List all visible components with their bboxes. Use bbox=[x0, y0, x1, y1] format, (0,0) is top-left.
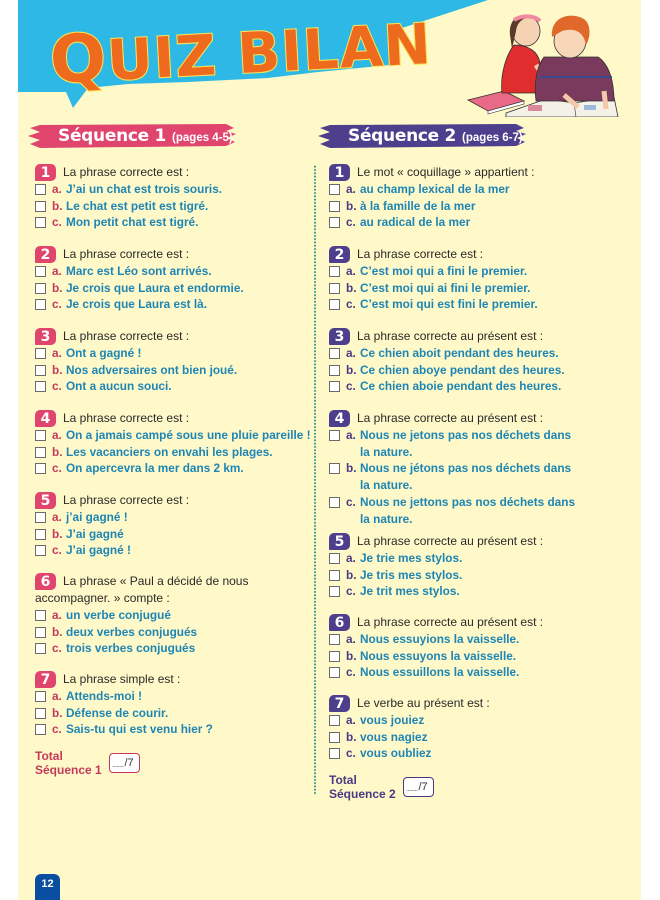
checkbox[interactable] bbox=[329, 497, 340, 508]
checkbox[interactable] bbox=[329, 553, 340, 564]
total-label: Total Séquence 2 bbox=[329, 773, 396, 801]
option-c[interactable]: c. Nous ne jettons pas nos déchets dans la nature. bbox=[329, 494, 619, 527]
question-prompt: La phrase correcte est : bbox=[63, 247, 190, 261]
workbook-page bbox=[18, 0, 641, 900]
option-a[interactable]: a. Nous essuyions la vaisselle. bbox=[329, 631, 619, 648]
children-reading-illustration bbox=[466, 5, 626, 117]
option-c[interactable]: c. Nous essuillons la vaisselle. bbox=[329, 664, 619, 681]
question-6 bbox=[329, 614, 619, 681]
option-a[interactable]: a. Je trie mes stylos. bbox=[329, 550, 619, 567]
option-a[interactable]: a. Nous ne jetons pas nos déchets dans la nature. bbox=[329, 427, 619, 460]
question-7 bbox=[35, 671, 325, 738]
question-6 bbox=[35, 573, 325, 657]
question-3 bbox=[35, 328, 325, 395]
question-prompt: La phrase correcte est : bbox=[357, 247, 484, 261]
question-number: 5 bbox=[35, 492, 56, 509]
question-prompt: La phrase simple est : bbox=[63, 672, 181, 686]
question-3 bbox=[329, 328, 619, 395]
checkbox[interactable] bbox=[35, 643, 46, 654]
question-prompt-continued: accompagner. » compte : bbox=[35, 591, 170, 605]
option-c[interactable]: c. Ont a aucun souci. bbox=[35, 378, 325, 395]
option-a[interactable]: a. Marc est Léo sont arrivés. bbox=[35, 263, 325, 280]
score-field[interactable]: ........ /7 bbox=[403, 777, 434, 797]
checkbox[interactable] bbox=[329, 667, 340, 678]
option-c[interactable]: c. On apercevra la mer dans 2 km. bbox=[35, 460, 325, 477]
option-c[interactable]: c. vous oubliez bbox=[329, 745, 619, 762]
total-sequence-1 bbox=[35, 749, 140, 777]
checkbox[interactable] bbox=[35, 463, 46, 474]
question-prompt: La phrase correcte au présent est : bbox=[357, 615, 544, 629]
total-sequence-2 bbox=[329, 773, 434, 801]
checkbox[interactable] bbox=[329, 634, 340, 645]
question-1 bbox=[35, 164, 325, 231]
option-b[interactable]: b. Je crois que Laura et endormie. bbox=[35, 280, 325, 297]
checkbox[interactable] bbox=[35, 217, 46, 228]
question-prompt: Le verbe au présent est : bbox=[357, 696, 490, 710]
option-b[interactable]: b. Les vacanciers on envahi les plages. bbox=[35, 444, 325, 461]
question-4 bbox=[35, 410, 325, 477]
question-prompt: La phrase correcte est : bbox=[63, 165, 190, 179]
question-prompt: La phrase correcte est : bbox=[63, 411, 190, 425]
question-prompt: La phrase correcte au présent est : bbox=[357, 329, 544, 343]
checkbox[interactable] bbox=[329, 732, 340, 743]
option-b[interactable]: b. J’ai gagné bbox=[35, 526, 325, 543]
checkbox[interactable] bbox=[35, 266, 46, 277]
question-5 bbox=[35, 492, 325, 559]
checkbox[interactable] bbox=[329, 348, 340, 359]
checkbox[interactable] bbox=[329, 365, 340, 376]
option-a[interactable]: a. On a jamais campé sous une pluie pareille ! bbox=[35, 427, 325, 444]
page-title: QUIZ BILAN bbox=[47, 12, 434, 99]
checkbox[interactable] bbox=[35, 512, 46, 523]
checkbox[interactable] bbox=[35, 529, 46, 540]
question-number: 6 bbox=[329, 614, 350, 631]
option-c[interactable]: c. Sais-tu qui est venu hier ? bbox=[35, 721, 325, 738]
question-number: 4 bbox=[329, 410, 350, 427]
question-prompt: La phrase « Paul a décidé de nous bbox=[63, 574, 249, 588]
checkbox[interactable] bbox=[35, 447, 46, 458]
checkbox[interactable] bbox=[35, 545, 46, 556]
option-c[interactable]: c. C’est moi qui est fini le premier. bbox=[329, 296, 619, 313]
checkbox[interactable] bbox=[329, 217, 340, 228]
question-2 bbox=[35, 246, 325, 313]
question-number: 3 bbox=[35, 328, 56, 345]
question-prompt: La phrase correcte au présent est : bbox=[357, 534, 544, 548]
checkbox[interactable] bbox=[35, 430, 46, 441]
checkbox[interactable] bbox=[35, 381, 46, 392]
checkbox[interactable] bbox=[35, 365, 46, 376]
option-b[interactable]: b. à la famille de la mer bbox=[329, 198, 619, 215]
option-c[interactable]: c. Mon petit chat est tigré. bbox=[35, 214, 325, 231]
question-2 bbox=[329, 246, 619, 313]
question-4 bbox=[329, 410, 619, 527]
question-number: 2 bbox=[35, 246, 56, 263]
option-c[interactable]: c. Je crois que Laura est là. bbox=[35, 296, 325, 313]
checkbox[interactable] bbox=[329, 201, 340, 212]
checkbox[interactable] bbox=[35, 724, 46, 735]
page-number-tab: 12 bbox=[35, 874, 60, 900]
option-a[interactable]: a. Attends-moi ! bbox=[35, 688, 325, 705]
option-b[interactable]: b. Le chat est petit est tigré. bbox=[35, 198, 325, 215]
option-c[interactable]: c. Ce chien aboie pendant des heures. bbox=[329, 378, 619, 395]
checkbox[interactable] bbox=[329, 586, 340, 597]
option-c[interactable]: c. trois verbes conjugués bbox=[35, 640, 325, 657]
checkbox[interactable] bbox=[329, 463, 340, 474]
option-b[interactable]: b. Ce chien aboye pendant des heures. bbox=[329, 362, 619, 379]
option-a[interactable]: a. vous jouiez bbox=[329, 712, 619, 729]
question-number: 3 bbox=[329, 328, 350, 345]
question-1 bbox=[329, 164, 619, 231]
sequence-pages: (pages 4-5) bbox=[172, 131, 233, 144]
sequence-2-banner bbox=[316, 122, 532, 150]
question-number: 1 bbox=[329, 164, 350, 181]
checkbox[interactable] bbox=[35, 610, 46, 621]
checkbox[interactable] bbox=[35, 708, 46, 719]
option-c[interactable]: c. au radical de la mer bbox=[329, 214, 619, 231]
checkbox[interactable] bbox=[329, 715, 340, 726]
question-7 bbox=[329, 695, 619, 762]
total-label: Total Séquence 1 bbox=[35, 749, 102, 777]
question-number: 1 bbox=[35, 164, 56, 181]
question-number: 4 bbox=[35, 410, 56, 427]
checkbox[interactable] bbox=[329, 266, 340, 277]
checkbox[interactable] bbox=[329, 381, 340, 392]
question-number: 7 bbox=[35, 671, 56, 688]
question-number: 5 bbox=[329, 533, 350, 550]
checkbox[interactable] bbox=[35, 691, 46, 702]
checkbox[interactable] bbox=[329, 299, 340, 310]
option-b[interactable]: b. Nos adversaires ont bien joué. bbox=[35, 362, 325, 379]
question-number: 6 bbox=[35, 573, 56, 590]
sequence-1-banner bbox=[26, 122, 242, 150]
option-a[interactable]: a. Ont a gagné ! bbox=[35, 345, 325, 362]
option-b[interactable]: b. Défense de courir. bbox=[35, 705, 325, 722]
option-b[interactable]: b. vous nagiez bbox=[329, 729, 619, 746]
sequence-pages: (pages 6-7) bbox=[462, 131, 523, 144]
checkbox[interactable] bbox=[329, 283, 340, 294]
sequence-title: Séquence 1 bbox=[58, 126, 167, 146]
option-a[interactable]: a. au champ lexical de la mer bbox=[329, 181, 619, 198]
option-b[interactable]: b. Nous ne jétons pas nos déchets dans la nature. bbox=[329, 460, 619, 493]
option-a[interactable]: a. C’est moi qui a fini le premier. bbox=[329, 263, 619, 280]
option-a[interactable]: a. Ce chien aboit pendant des heures. bbox=[329, 345, 619, 362]
question-prompt: La phrase correcte est : bbox=[63, 493, 190, 507]
option-c[interactable]: c. Je trit mes stylos. bbox=[329, 583, 619, 600]
option-b[interactable]: b. Je tris mes stylos. bbox=[329, 567, 619, 584]
question-number: 2 bbox=[329, 246, 350, 263]
option-b[interactable]: b. Nous essuyons la vaisselle. bbox=[329, 648, 619, 665]
question-prompt: La phrase correcte est : bbox=[63, 329, 190, 343]
sequence-title: Séquence 2 bbox=[348, 126, 457, 146]
checkbox[interactable] bbox=[329, 651, 340, 662]
checkbox[interactable] bbox=[329, 570, 340, 581]
checkbox[interactable] bbox=[35, 627, 46, 638]
checkbox[interactable] bbox=[35, 348, 46, 359]
checkbox[interactable] bbox=[329, 184, 340, 195]
checkbox[interactable] bbox=[35, 283, 46, 294]
question-prompt: Le mot « coquillage » appartient : bbox=[357, 165, 535, 179]
option-a[interactable]: a. un verbe conjugué bbox=[35, 607, 325, 624]
question-5 bbox=[329, 533, 619, 600]
question-number: 7 bbox=[329, 695, 350, 712]
score-field[interactable]: ........ /7 bbox=[109, 753, 140, 773]
question-prompt: La phrase correcte au présent est : bbox=[357, 411, 544, 425]
option-b[interactable]: b. deux verbes conjugués bbox=[35, 624, 325, 641]
checkbox[interactable] bbox=[35, 299, 46, 310]
checkbox[interactable] bbox=[35, 201, 46, 212]
checkbox[interactable] bbox=[329, 430, 340, 441]
checkbox[interactable] bbox=[329, 748, 340, 759]
checkbox[interactable] bbox=[35, 184, 46, 195]
option-a[interactable]: a. j’ai gagné ! bbox=[35, 509, 325, 526]
option-b[interactable]: b. C’est moi qui ai fini le premier. bbox=[329, 280, 619, 297]
option-a[interactable]: a. J’ai un chat est trois souris. bbox=[35, 181, 325, 198]
option-c[interactable]: c. J’ai gagné ! bbox=[35, 542, 325, 559]
